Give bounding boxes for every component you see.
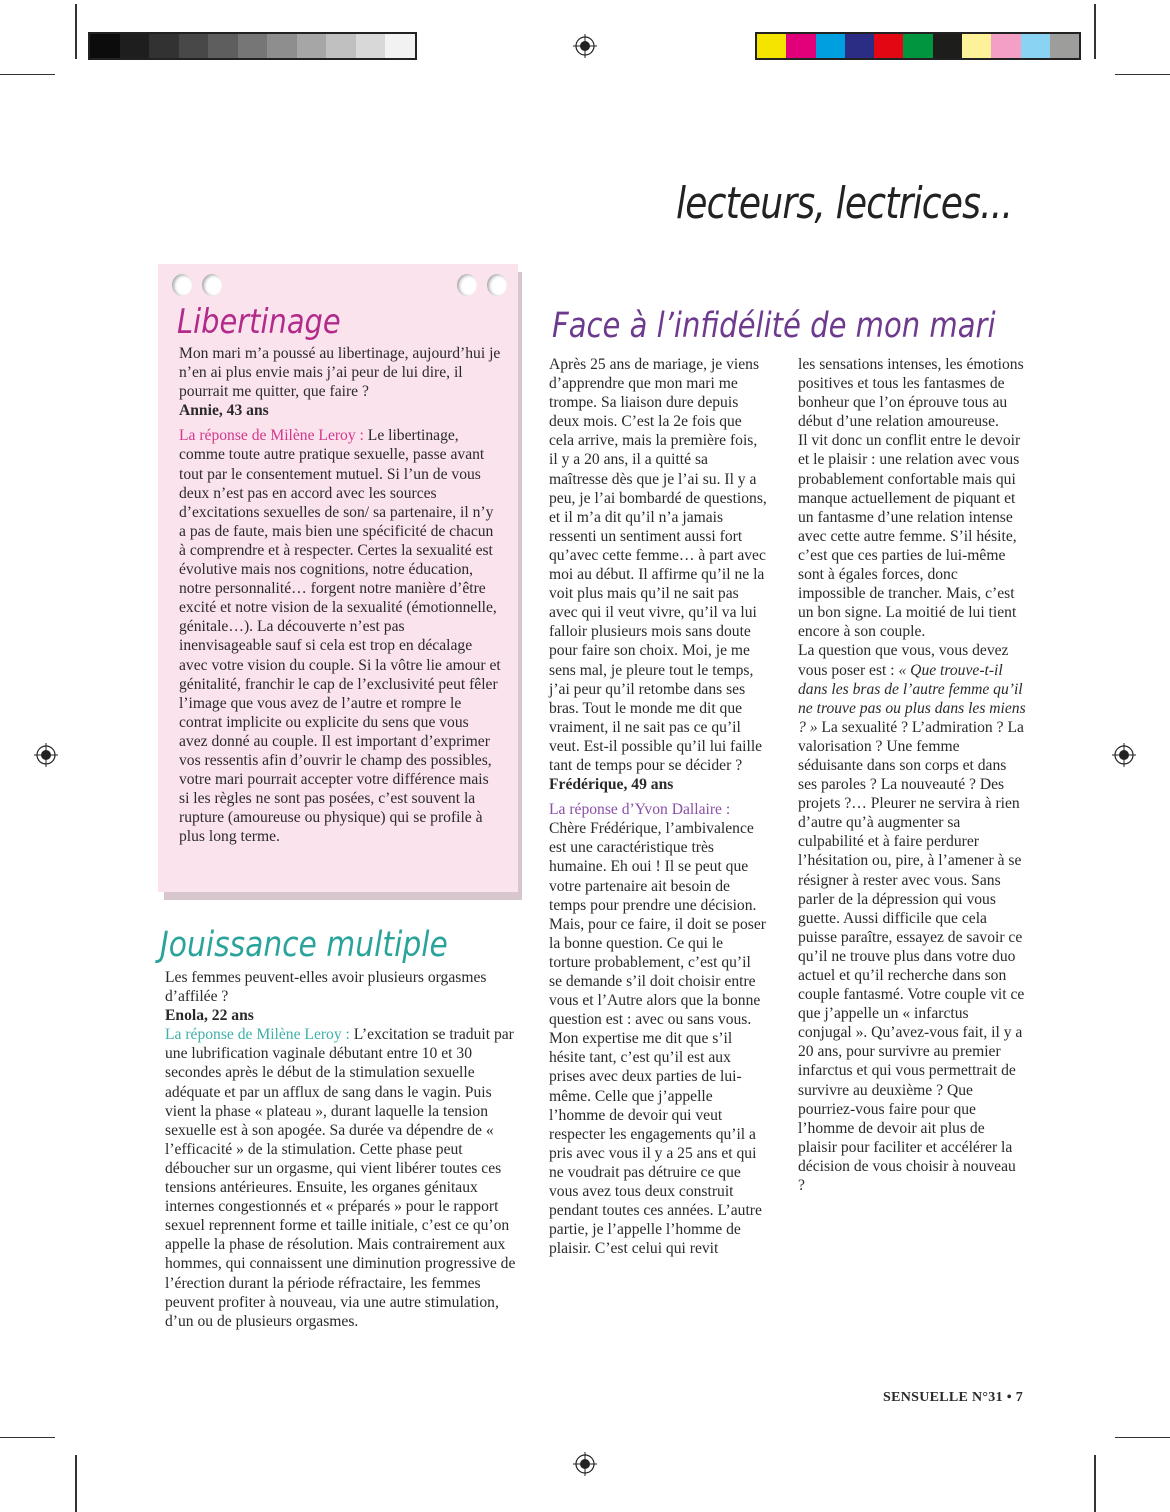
infidelite-answer-col2-d: La sexualité ? L’admiration ? La valorisation ? Une femme séduisante dans son corps et dans ses paroles ? La nouveauté ? Des projets ?… Pleurer ne servira à rien d’autre qu’à augmenter sa culpabilité et à faire perdurer l’hésitation ou, pire, à l’amener à se résigner à rester avec vous. Sans parler de la dépression qui vous guette. Aussi difficile que cela puisse paraître, essayez de savoir ce qu’il ne trouve plus dans votre duo actuel et qu’il recherche dans son couple fantasmé. Votre couple vit ce que j’appelle un « infarctus conjugal ». Qu’avez-vous fait, il y a 20 ans, pour survivre au premier infarctus et qui vous permettrait de survivre au deuxième ? Que pourriez-vous faire pour que l’homme de devoir ait plus de plaisir pour faciliter et accélérer la décision de vous choisir à nouveau ? xyxy=(798,718,1025,1195)
crop-mark xyxy=(1115,74,1170,75)
gray-swatch xyxy=(149,34,179,58)
libertinage-answer-text: Le libertinage, comme toute autre pratique sexuelle, passe avant tout par le consentement mutuel. Si l’un de vous deux n’est pas en accord avec les sources d’excitations sexuelles de son/ sa partenaire, il n’y a pas de faute, mais bien une spécificité de chacun à comprendre et à respecter. Certes la sexualité est évolutive mais nos cognitions, notre éducation, notre personnalité… forgent notre manière d’être excité et notre vision de la sexualité (émotionnelle, génitale…). La découverte n’est pas inenvisageable sauf si cela est trop en décalage avec votre vision du couple. Si la vôtre lie amour et génitalité, franchir le cap de l’exclusivité peut fêler l’image que vous avez de l’autre et rompre le contrat implicite ou explicite du sens que vous avez donné au couple. Il est important d’exprimer vos ressentis afin d’ouvrir le champ des possibles, votre mari pourrait accepter votre différence mais si les règles ne sont pas posées, c’est souvent la rupture (amoureuse ou physique) qui se profile à plus long terme. xyxy=(179,427,501,846)
registration-mark-icon xyxy=(1112,743,1136,767)
color-swatch xyxy=(757,34,786,58)
registration-mark-icon xyxy=(573,34,597,58)
libertinage-signature: Annie, 43 ans xyxy=(179,402,269,420)
jouissance-body xyxy=(165,968,521,1331)
infidelite-answer-part-1 xyxy=(549,800,767,1258)
section-title: lecteurs, lectrices... xyxy=(676,178,1013,229)
color-swatch xyxy=(991,34,1020,58)
color-calibration-bar xyxy=(755,32,1081,60)
libertinage-answer-lead: La réponse de Milène Leroy : xyxy=(179,427,364,445)
registration-mark-icon xyxy=(573,1452,597,1476)
jouissance-signature: Enola, 22 ans xyxy=(165,1007,254,1025)
gray-swatch xyxy=(90,34,120,58)
jouissance-answer-lead: La réponse de Milène Leroy : xyxy=(165,1026,350,1044)
jouissance-question: Les femmes peuvent-elles avoir plusieurs orgasmes d’affilée ? xyxy=(165,969,487,1006)
infidelite-answer-col2-question xyxy=(798,641,1026,1195)
crop-mark xyxy=(0,1437,55,1438)
punch-hole xyxy=(172,274,192,296)
infidelite-answer-col1: Chère Frédérique, l’ambivalence est une caractéristique très humaine. Eh oui ! Il se peut que votre partenaire ait besoin de temps pour prendre une décision. Mais, pour ce faire, il doit se poser la bonne question. Ce qui le torture probablement, c’est qu’il se demande s’il doit choisir entre vous et l’Autre alors que la bonne question est : avec ou sans vous. Mon expertise me dit que s’il hésite tant, c’est qu’il est aux prises avec deux parties de lui-même. Celle que j’appelle l’homme de devoir qui veut respecter les engagements qu’il a pris avec vous il y a 25 ans et qui ne voudrait pas détruire ce que vous avez tous deux construit pendant toutes ces années. L’autre partie, je l’appelle l’homme de plaisir. C’est celui qui revit xyxy=(549,820,766,1258)
crop-mark xyxy=(0,74,55,75)
crop-mark xyxy=(75,1455,77,1512)
infidelite-answer-col2-b: Il vit donc un conflit entre le devoir et le plaisir : une relation avec vous probablement confortable mais qui manque actuellement de piquant et un fantasme d’une relation intense avec cette autre femme. S’il hésite, c’est que ces parties de lui-même sont à égales forces, donc impossible de trancher. Mais, c’est un bon signe. La moitié de lui tient encore à son couple. xyxy=(798,432,1021,641)
infidelite-question: Après 25 ans de mariage, je viens d’apprendre que mon mari me trompe. Sa liaison dure depuis deux mois. C’est la 2e fois que cela arrive, mais la première fois, il y a 20 ans, il a quitté sa maîtresse dès que je l’ai su. Il y a peu, je l’ai bombardé de questions, et il m’a dit qu’il n’a jamais ressenti un sentiment aussi fort qu’avec cette femme… à part avec moi au début. Il affirme qu’il ne la voit plus mais qu’il ne sait pas avec qui il veut vivre, qu’il va lui falloir plusieurs mois sans doute pour faire son choix. Moi, je me sens mal, je pleure tout le temps, j’ai peur qu’il retombe dans ses bras. Tout le monde me dit que vraiment, il ne sait pas ce qu’il veut. Est-il possible qu’il lui faille tant de temps pour se décider ? xyxy=(549,356,767,774)
punch-hole xyxy=(202,274,222,296)
gray-swatch xyxy=(120,34,150,58)
page-folio: SENSUELLE N°31 • 7 xyxy=(883,1390,1023,1405)
jouissance-title: Jouissance multiple xyxy=(160,925,448,965)
infidelite-answer-lead: La réponse d’Yvon Dallaire : xyxy=(549,801,731,819)
gray-swatch xyxy=(356,34,386,58)
grayscale-calibration-bar xyxy=(88,32,417,60)
crop-mark xyxy=(1115,1437,1170,1438)
punch-hole xyxy=(487,274,507,296)
infidelite-column-1 xyxy=(549,355,767,1258)
infidelite-signature: Frédérique, 49 ans xyxy=(549,776,674,794)
gray-swatch xyxy=(297,34,327,58)
gray-swatch xyxy=(179,34,209,58)
gray-swatch xyxy=(267,34,297,58)
color-swatch xyxy=(962,34,991,58)
color-swatch xyxy=(874,34,903,58)
color-swatch xyxy=(786,34,815,58)
registration-mark-icon xyxy=(34,743,58,767)
libertinage-body xyxy=(179,344,501,846)
color-swatch xyxy=(845,34,874,58)
libertinage-title: Libertinage xyxy=(177,302,341,342)
libertinage-question: Mon mari m’a poussé au libertinage, aujourd’hui je n’en ai plus envie mais j’ai peur de lui dire, il pourrait me quitter, que faire ? xyxy=(179,345,501,401)
crop-mark xyxy=(1094,4,1096,59)
infidelite-answer-col2-italic: « Que trouve-t-il dans les bras de l’autre femme qu’il ne trouve pas ou plus dans les miens ? » xyxy=(798,661,1026,736)
crop-mark xyxy=(75,4,77,59)
gray-swatch xyxy=(385,34,415,58)
gray-swatch xyxy=(326,34,356,58)
gray-swatch xyxy=(238,34,268,58)
color-swatch xyxy=(816,34,845,58)
jouissance-answer xyxy=(165,1025,521,1331)
gray-swatch xyxy=(208,34,238,58)
infidelite-title: Face à l’infidélité de mon mari xyxy=(552,306,996,346)
infidelite-answer-col2-c: La question que vous, vous devez vous poser est : xyxy=(798,642,1009,679)
color-swatch xyxy=(1050,34,1079,58)
libertinage-answer xyxy=(179,426,501,846)
color-swatch xyxy=(1021,34,1050,58)
crop-mark xyxy=(1094,1455,1096,1512)
infidelite-answer-col2-a: les sensations intenses, les émotions positives et tous les fantasmes de bonheur que l’on éprouve tous au début d’une relation amoureuse. xyxy=(798,356,1024,431)
punch-hole xyxy=(457,274,477,296)
jouissance-answer-text: L’excitation se traduit par une lubrification vaginale débutant entre 10 et 30 secondes après le début de la stimulation sexuelle adéquate et par un afflux de sang dans le vagin. Puis vient la phase « plateau », durant laquelle la tension sexuelle est à son apogée. Sa durée va dépendre de « l’efficacité » de la stimulation. Cette phase peut déboucher sur un orgasme, qui vient libérer toutes ces tensions antérieures. Ensuite, les organes génitaux internes congestionnés et « préparés » pour le rapport sexuel reprennent forme et taille initiale, c’est ce qu’on appelle la phase de résolution. Mais contrairement aux hommes, qui connaissent une diminution progressive de l’érection durant la période réfractaire, les femmes peuvent profiter à nouveau, via une autre stimulation, d’un ou de plusieurs orgasmes. xyxy=(165,1026,516,1330)
infidelite-column-2 xyxy=(798,355,1026,1195)
color-swatch xyxy=(933,34,962,58)
color-swatch xyxy=(903,34,932,58)
